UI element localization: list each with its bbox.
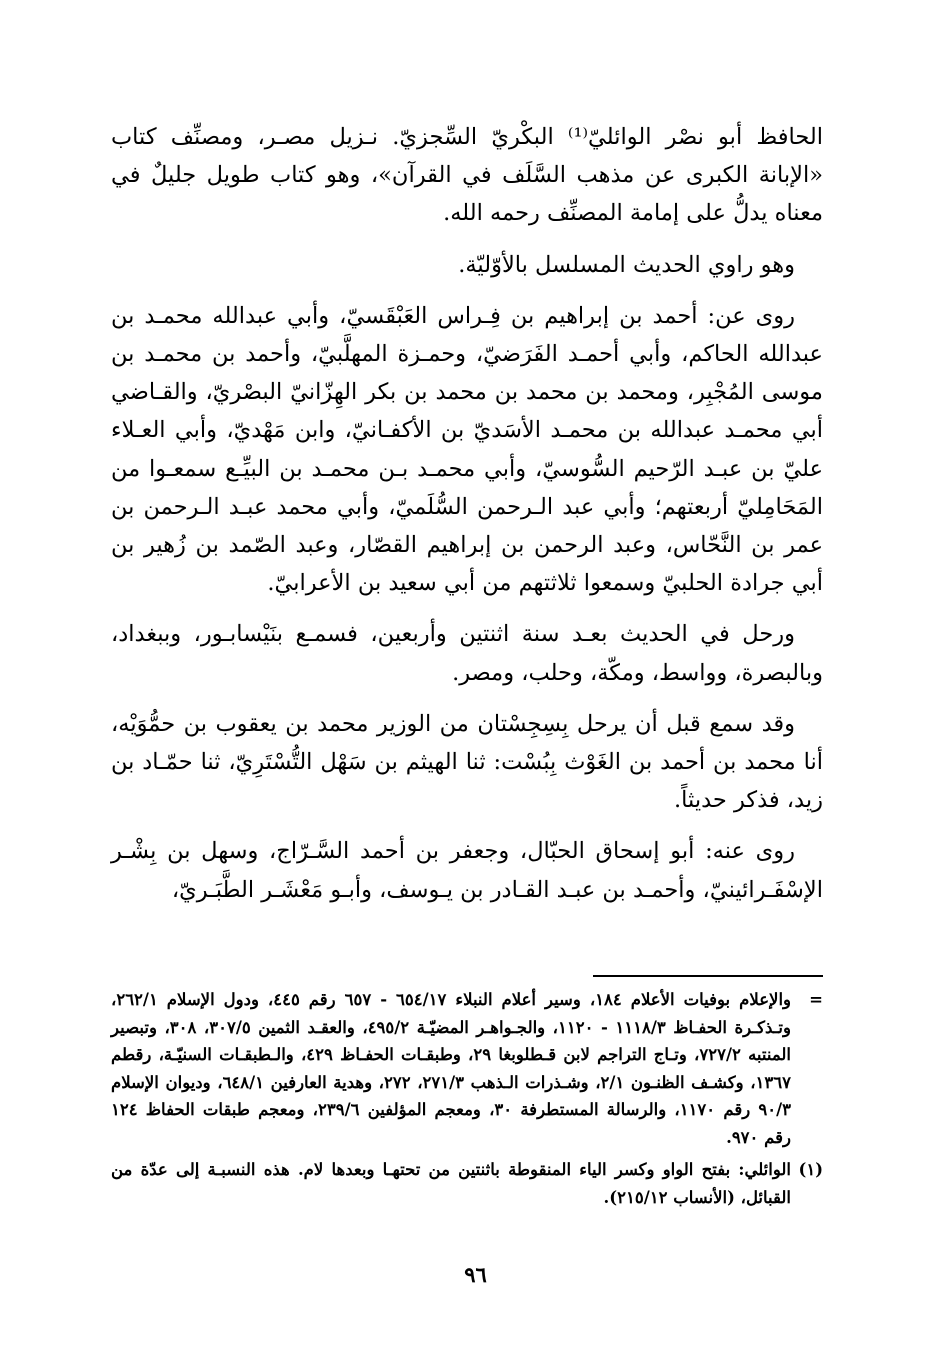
footnote-continued (111, 986, 823, 1151)
footnote-marker: = (809, 990, 823, 1009)
paragraph-travels: ورحل في الحديث بعـد سنة اثنتين وأربعين، فسمـع بنَيْسابـور، وببغداد، وبالبصرة، وواسط، ومكّة، وحلب، ومصر. (111, 621, 823, 686)
footnote-text: الوائلي: بفتح الواو وكسر الياء المنقوطة باثنتين من تحتهـا وبعدها لام. هذه النسبـة إلى عدّة من القبائل، (الأنساب ٢١٥/١٢). (111, 1160, 791, 1207)
footnotes (111, 986, 823, 1216)
main-text (111, 118, 823, 922)
footnote-marker: (١) (798, 1160, 823, 1179)
footnote-text: والإعلام بوفيات الأعلام ١٨٤، وسير أعلام النبلاء ٦٥٤/١٧ - ٦٥٧ رقم ٤٤٥، ودول الإسلام ٢٦٢/١، وتـذكـرة الحفـاظ ١١١٨/٣ - ١١٢٠، والجـواهـر المضيّـة ٤٩٥/٢، والعقـد الثمين ٣٠٧/٥، ٣٠٨، وتبصير المنتبه ٧٢٧/٢، وتـاج التراجم لابن قـطلوبغا ٢٩، وطبقـات الحفـاظ ٤٢٩، والـطبقـات السنيّـة، رقطم ١٣٦٧، وكشـف الظنـون ٢/١، وشـذرات الـذهب ٢٧١/٣، ٢٧٢، وهدية العارفين ٦٤٨/١، وديوان الإسلام ٩٠/٣ رقم ١١٧٠، والرسالة المستطرفة ٣٠، ومعجم المؤلفين ٢٣٩/٦، ومعجم طبقات الحفاظ ١٢٤ رقم ٩٧٠. (111, 990, 791, 1147)
footnote-1 (111, 1156, 823, 1211)
paragraph-musalsal: وهو راوي الحديث المسلسل بالأوّليّة. (458, 251, 795, 278)
paragraph-narrated-from: روى عن: أحمد بن إبراهيم بن فِـراس العَبْقَسيّ، وأبي عبدالله محمـد بن عبدالله الحاكم، وأبي أحمـد الفَرَضيّ، وحمـزة المهلَّبيّ، وأحمد بن محمـد بن موسى المُجْبِر، ومحمد بن محمد بن محمد بن بكر الهِزّانيّ البصْريّ، والقـاضي أبي محمـد عبدالله بن محمـد الأسَديّ بن الأكفـانيّ، وابن مَهْديّ، وأبي العـلاء عليّ بن عبـد الرّحيم السُّوسيّ، وأبي محمـد بـن محمـد بن البيِّـع سمعـوا من المَحَامِليّ أربعتهم؛ وأبي عبد الـرحمن السُّلَميّ، وأبي محمد عبـد الـرحمن بن عمر بن النَّحّاس، وعبد الرحمن بن إبراهيم القصّار، وعبد الصّمد بن زُهير بن أبي جرادة الحلبيّ وسمعوا ثلاثتهم من أبي سعيد بن الأعرابيّ. (111, 302, 823, 597)
paragraph-early-hearing: وقد سمع قبل أن يرحل بِسِجِسْتان من الوزير محمد بن يعقوب بن حمُّوَيْه، أنا محمد بن أحمد بن الغَوْث بِبُسْت: ثنا الهيثم بن سَهْل التُّسْتَرِيّ، ثنا حمّـاد بن زيد، فذكر حديثاً. (111, 710, 823, 814)
page-number: ٩٦ (464, 1262, 487, 1287)
paragraph-biography-intro: الحافظ أبو نصْر الوائليّ⁽¹⁾ البكْريّ السِّجزيّ. نـزيل مصـر، ومصنِّف كتاب «الإبانة الكبرى عن مذهب السَّلَف في القرآن»، وهو كتاب طويل جليلٌ في معناه يدلُّ على إمامة المصنِّف رحمه الله. (111, 124, 823, 227)
footnote-divider (593, 975, 823, 977)
paragraph-narrated-by: روى عنه: أبو إسحاق الحبّال، وجعفر بن أحمد السَّـرّاج، وسهل بن بِشْـر الإسْفَـرائينيّ، وأحمـد بن عبـد القـادر بن يـوسف، وأبـو مَعْشَـر الطَّبَـريّ، (111, 838, 823, 903)
